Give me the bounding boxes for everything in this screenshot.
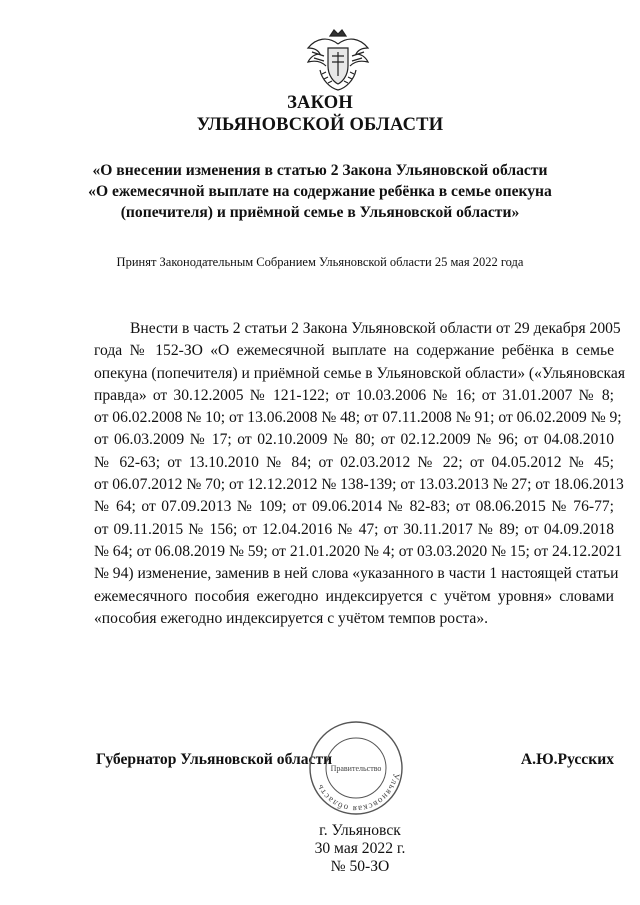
body-line: № 64; от 07.09.2013 № 109; от 09.06.2014 № 82-83; от 08.06.2015 № 76-77;: [94, 498, 614, 516]
seal-center-text: Правительство: [330, 764, 382, 773]
subject-line: «О ежемесячной выплате на содержание ребёнка в семье опекуна: [88, 183, 552, 200]
body-line: от 06.03.2009 № 17; от 02.10.2009 № 80; от 02.12.2009 № 96; от 04.08.2010: [94, 431, 614, 449]
body-line: от 06.02.2008 № 10; от 13.06.2008 № 48; от 07.11.2008 № 91; от 06.02.2009 № 9;: [94, 409, 622, 427]
body-line: № 64; от 06.08.2019 № 59; от 21.01.2020 № 4; от 03.03.2020 № 15; от 24.12.2021: [94, 542, 623, 560]
body-line: «пособия ежегодно индексируется с учётом темпов роста».: [94, 609, 489, 627]
law-subject: [0, 160, 640, 223]
body-line: правда» от 30.12.2005 № 121-122; от 10.03.2006 № 16; от 31.01.2007 № 8;: [94, 386, 614, 404]
law-title-line-1: ЗАКОН: [287, 93, 353, 113]
body-line: № 94) изменение, заменив в ней слова «указанного в части 1 настоящей статьи: [94, 565, 619, 583]
official-seal-icon: [306, 718, 406, 818]
body-line: Внести в часть 2 статьи 2 Закона Ульяновской области от 29 декабря 2005: [130, 320, 621, 337]
body-line: ежемесячного пособия ежегодно индексируется с учётом уровня» словами: [94, 587, 614, 605]
subject-line: (попечителя) и приёмной семье в Ульяновской области»: [120, 204, 520, 221]
coat-of-arms-icon: [302, 26, 374, 96]
body-line: опекуна (попечителя) и приёмной семье в Ульяновской области» («Ульяновская: [94, 364, 625, 382]
law-body: [94, 318, 625, 630]
subject-line: «О внесении изменения в статью 2 Закона Ульяновской области: [92, 162, 548, 179]
body-line: от 09.11.2015 № 156; от 12.04.2016 № 47; от 30.11.2017 № 89; от 04.09.2018: [94, 520, 614, 538]
svg-text:Ульяновская область: [314, 772, 402, 814]
law-title-line-2: УЛЬЯНОВСКОЙ ОБЛАСТИ: [196, 115, 444, 135]
adoption-note: Принят Законодательным Собранием Ульяновской области 25 мая 2022 года: [116, 255, 524, 269]
law-title: [0, 92, 640, 136]
document-footer: [280, 822, 440, 876]
footer-number: № 50-ЗО: [330, 858, 390, 875]
body-line: № 62-63; от 13.10.2010 № 84; от 02.03.2012 № 22; от 04.05.2012 № 45;: [94, 453, 614, 471]
seal-ring-text: Ульяновская область: [314, 772, 402, 815]
signatory-title: Губернатор Ульяновской области: [96, 751, 333, 768]
signatory-name: А.Ю.Русских: [520, 751, 614, 768]
body-line: года № 152-ЗО «О ежемесячной выплате на содержание ребёнка в семье: [94, 342, 614, 360]
footer-date: 30 мая 2022 г.: [314, 840, 406, 857]
body-line: от 06.07.2012 № 70; от 12.12.2012 № 138-139; от 13.03.2013 № 27; от 18.06.2013: [94, 476, 624, 494]
footer-city: г. Ульяновск: [319, 822, 401, 839]
